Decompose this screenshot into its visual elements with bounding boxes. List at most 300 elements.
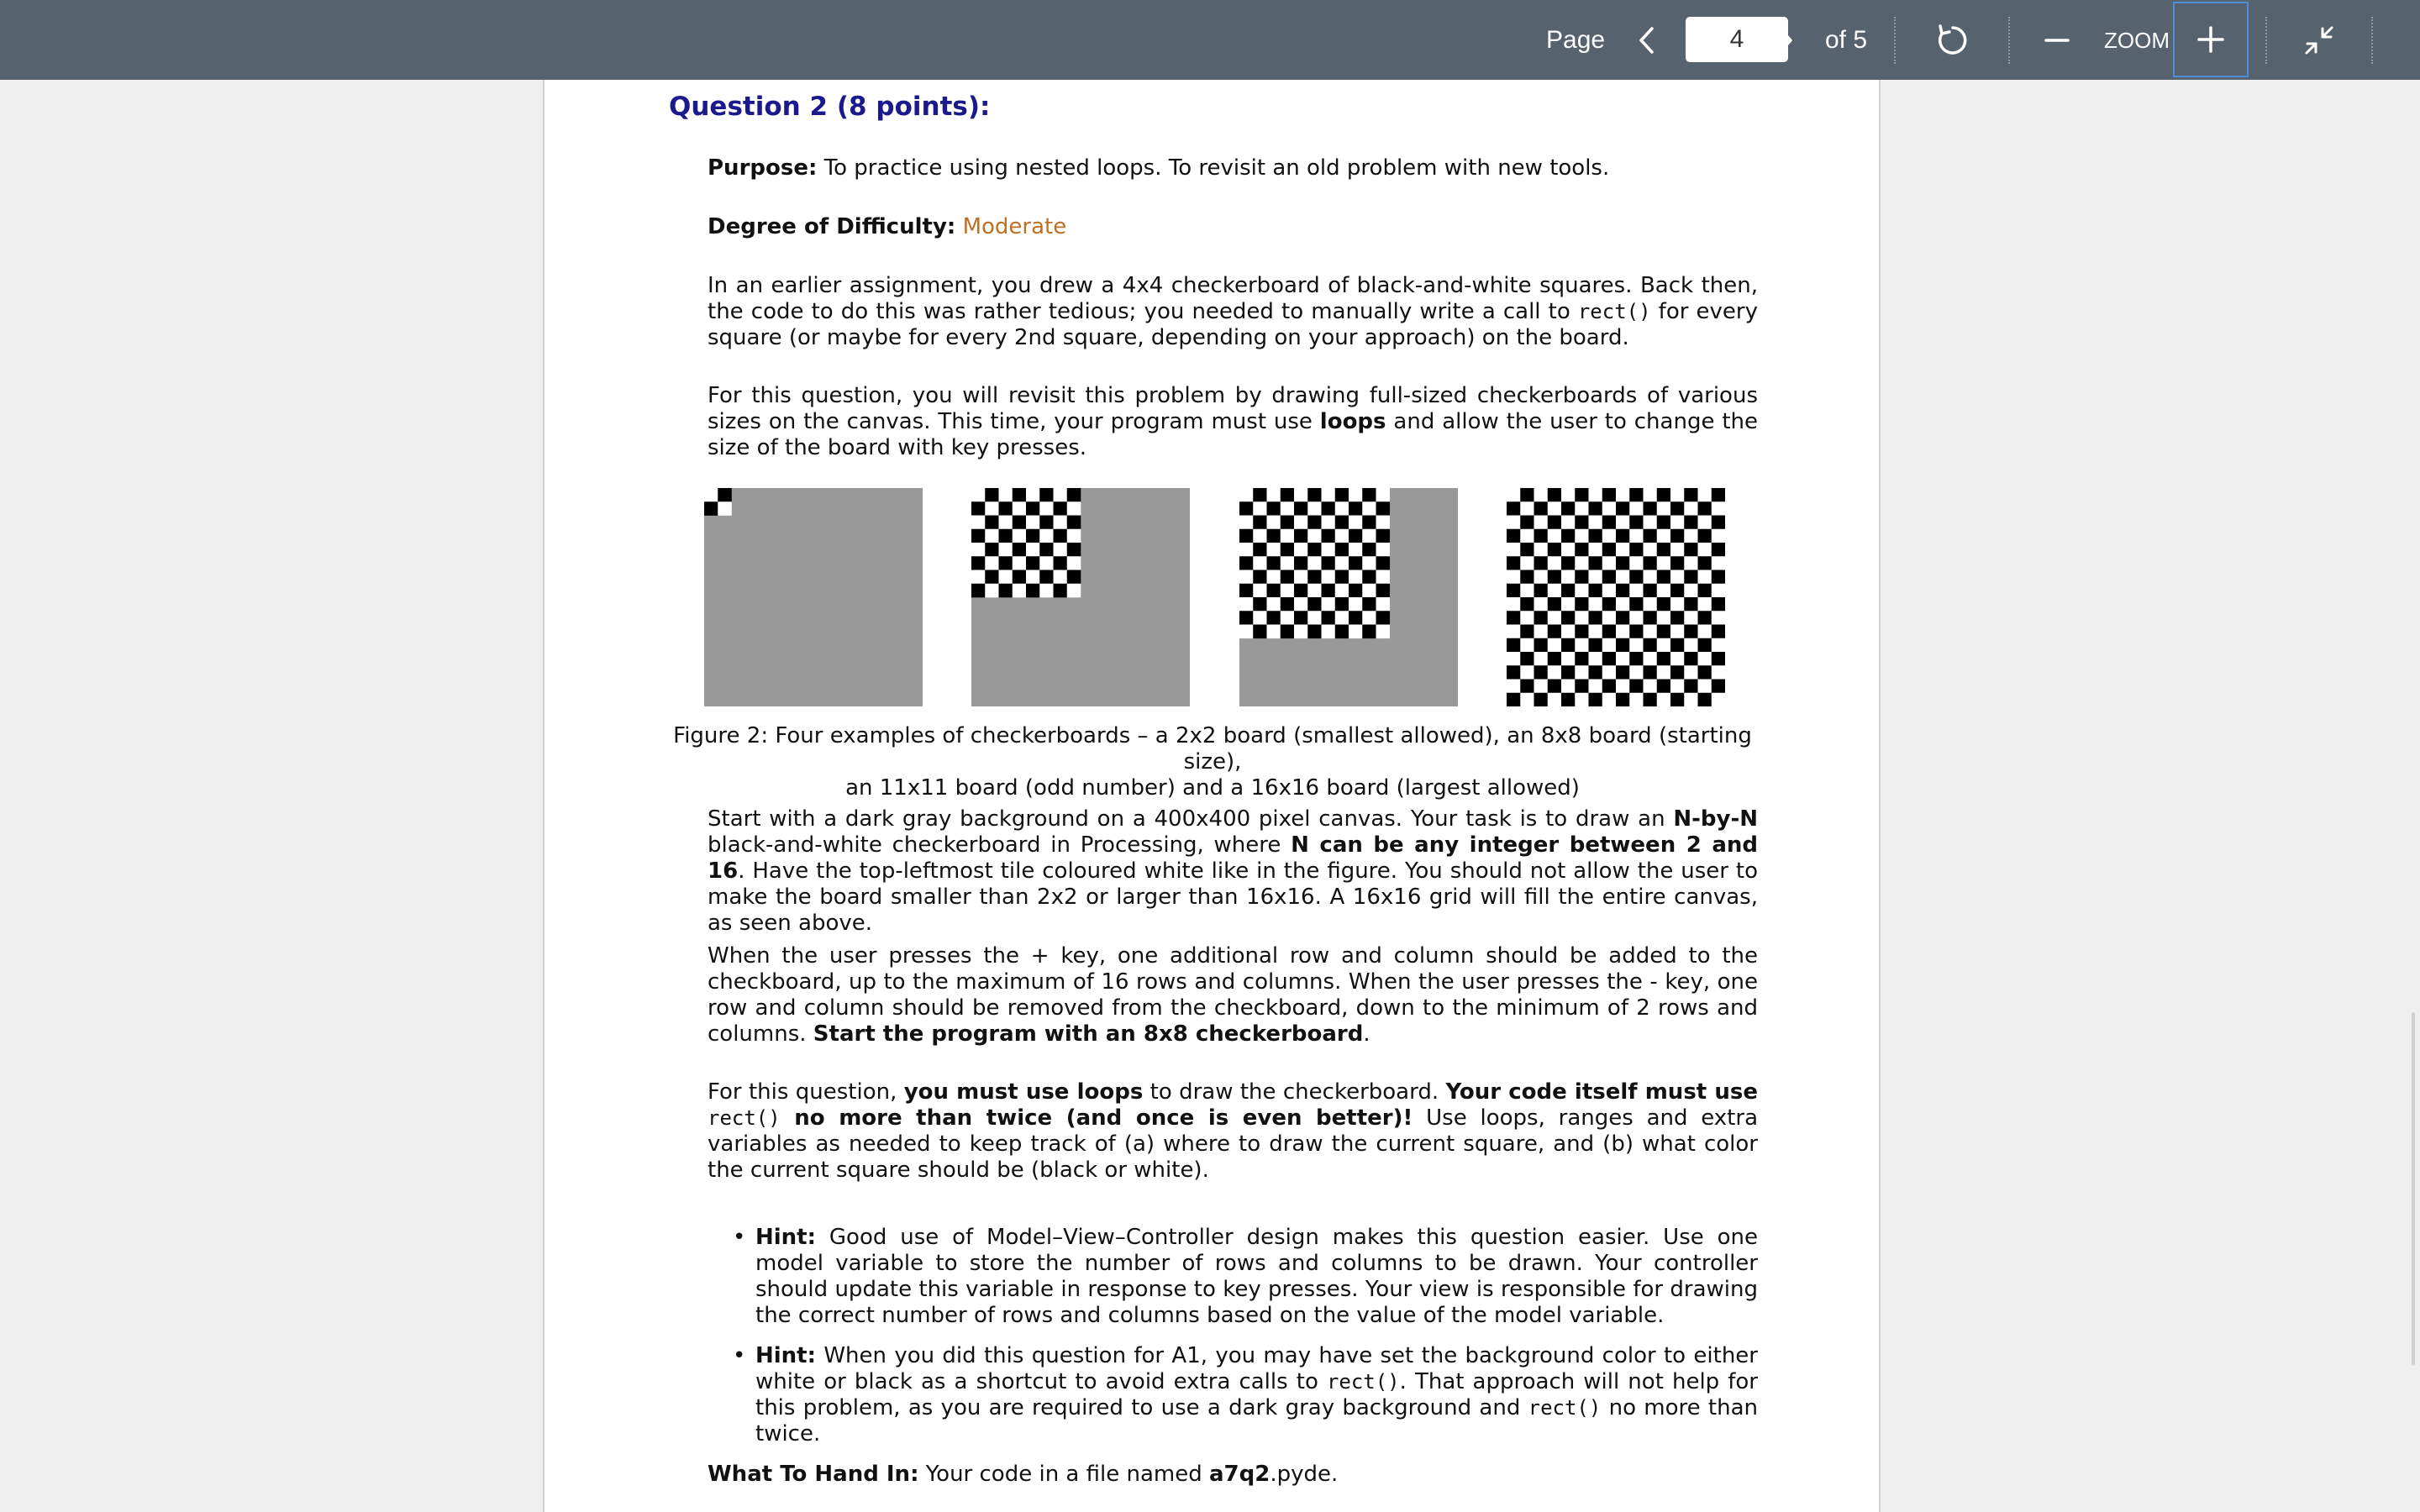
checker-square bbox=[1684, 516, 1698, 530]
checker-square bbox=[1520, 570, 1534, 585]
chevron-right-icon bbox=[1774, 26, 1796, 55]
checker-square bbox=[1548, 529, 1562, 543]
checker-square bbox=[1239, 570, 1254, 585]
checker-square bbox=[1644, 516, 1658, 530]
checker-square bbox=[971, 556, 986, 570]
checker-square bbox=[1267, 516, 1281, 530]
checker-square bbox=[1520, 625, 1534, 639]
checker-square bbox=[1684, 584, 1698, 598]
checker-square bbox=[1534, 597, 1549, 612]
checker-square bbox=[1026, 556, 1040, 570]
checker-square bbox=[1698, 652, 1712, 666]
checker-square bbox=[1054, 570, 1068, 585]
checker-square bbox=[1575, 488, 1589, 502]
checker-square bbox=[1335, 529, 1349, 543]
checker-square bbox=[1520, 501, 1534, 516]
purpose-paragraph bbox=[708, 155, 1758, 181]
checker-square bbox=[1067, 543, 1081, 557]
checker-square bbox=[1335, 611, 1349, 625]
previous-page-button[interactable] bbox=[1630, 24, 1664, 57]
checker-square bbox=[1281, 529, 1295, 543]
collapse-icon bbox=[2303, 24, 2335, 56]
checker-square bbox=[1281, 488, 1295, 502]
checker-square bbox=[1362, 570, 1376, 585]
checker-square bbox=[1644, 570, 1658, 585]
checker-square bbox=[1657, 556, 1671, 570]
checker-square bbox=[1575, 625, 1589, 639]
checker-square bbox=[1698, 611, 1712, 625]
checker-square bbox=[1629, 529, 1644, 543]
checker-square bbox=[985, 543, 999, 557]
checker-square bbox=[1362, 501, 1376, 516]
checker-square bbox=[1054, 501, 1068, 516]
checker-square bbox=[1575, 680, 1589, 694]
checker-square bbox=[1589, 584, 1603, 598]
checker-square bbox=[1602, 570, 1617, 585]
checker-square bbox=[1670, 665, 1685, 680]
checker-square bbox=[1644, 488, 1658, 502]
hint-text: no more than twice. bbox=[755, 1395, 1758, 1446]
checker-square bbox=[999, 488, 1013, 502]
checker-square bbox=[985, 584, 999, 598]
checker-square bbox=[1349, 584, 1363, 598]
checker-square bbox=[1507, 597, 1521, 612]
checker-square bbox=[1054, 488, 1068, 502]
checker-square bbox=[1561, 529, 1576, 543]
checker-square bbox=[1644, 556, 1658, 570]
checker-square bbox=[1670, 543, 1685, 557]
checker-square bbox=[1616, 488, 1630, 502]
checker-square bbox=[1684, 543, 1698, 557]
checker-square bbox=[1657, 638, 1671, 653]
checker-square bbox=[1534, 488, 1549, 502]
checker-square bbox=[1294, 570, 1308, 585]
checker-square bbox=[1335, 543, 1349, 557]
checker-square bbox=[1067, 529, 1081, 543]
checker-square bbox=[718, 488, 732, 502]
checker-square bbox=[1548, 584, 1562, 598]
checker-square bbox=[1520, 516, 1534, 530]
checker-square bbox=[1657, 584, 1671, 598]
checker-square bbox=[1039, 584, 1054, 598]
checker-square bbox=[1616, 543, 1630, 557]
checker-square bbox=[1267, 556, 1281, 570]
code-rect: rect() bbox=[1528, 1396, 1602, 1420]
checker-square bbox=[1335, 625, 1349, 639]
checker-square bbox=[1602, 611, 1617, 625]
checker-square bbox=[1507, 693, 1521, 706]
handin-text: Your code in a file named bbox=[918, 1462, 1209, 1487]
checker-square bbox=[1561, 680, 1576, 694]
checker-square bbox=[1589, 501, 1603, 516]
checker-square bbox=[1322, 570, 1336, 585]
checker-square bbox=[1039, 570, 1054, 585]
checker-square bbox=[1013, 501, 1027, 516]
checker-square bbox=[1575, 693, 1589, 706]
checker-square bbox=[1376, 584, 1391, 598]
checker-square bbox=[1670, 501, 1685, 516]
checker-square bbox=[1589, 529, 1603, 543]
checker-square bbox=[1054, 543, 1068, 557]
checker-square bbox=[1376, 516, 1391, 530]
bullet-icon: • bbox=[733, 1343, 746, 1368]
page-number-input[interactable]: 4 bbox=[1686, 17, 1788, 62]
checker-square bbox=[1376, 597, 1391, 612]
checker-square bbox=[1281, 556, 1295, 570]
checker-square bbox=[1039, 556, 1054, 570]
checker-square bbox=[1712, 529, 1725, 543]
checker-square bbox=[1267, 625, 1281, 639]
checker-square bbox=[1507, 516, 1521, 530]
checker-square bbox=[1322, 597, 1336, 612]
checker-square bbox=[1616, 529, 1630, 543]
checker-square bbox=[1507, 638, 1521, 653]
toolbar-divider bbox=[2265, 17, 2267, 64]
checker-square bbox=[1589, 570, 1603, 585]
checker-square bbox=[1294, 584, 1308, 598]
rotate-button[interactable] bbox=[1933, 20, 1973, 60]
checker-square bbox=[1670, 652, 1685, 666]
keys-paragraph bbox=[708, 943, 1758, 1047]
checker-square bbox=[1239, 625, 1254, 639]
checker-square bbox=[1561, 570, 1576, 585]
checker-square bbox=[1239, 543, 1254, 557]
checker-square bbox=[1698, 665, 1712, 680]
code-rect: rect() bbox=[708, 1106, 781, 1130]
checker-square bbox=[1322, 556, 1336, 570]
checker-square bbox=[1589, 488, 1603, 502]
checker-square bbox=[1561, 501, 1576, 516]
purpose-text: To practice using nested loops. To revisit an old problem with new tools. bbox=[817, 155, 1610, 181]
checker-square bbox=[1507, 543, 1521, 557]
checker-square bbox=[1253, 556, 1267, 570]
checker-square bbox=[1039, 529, 1054, 543]
checker-square bbox=[1657, 488, 1671, 502]
checker-square bbox=[1253, 516, 1267, 530]
checker-square bbox=[1644, 529, 1658, 543]
keys-bold: Start the program with an 8x8 checkerboard bbox=[813, 1021, 1364, 1047]
checker-square bbox=[1616, 625, 1630, 639]
hint-label: Hint: bbox=[755, 1225, 817, 1250]
checker-square bbox=[1335, 570, 1349, 585]
checker-square bbox=[1294, 556, 1308, 570]
checker-square bbox=[1644, 652, 1658, 666]
checker-square bbox=[1616, 584, 1630, 598]
checker-square bbox=[1307, 543, 1322, 557]
checker-square bbox=[1575, 570, 1589, 585]
checker-square bbox=[1307, 570, 1322, 585]
checker-square bbox=[1026, 488, 1040, 502]
checker-square bbox=[1507, 488, 1521, 502]
checker-square bbox=[1698, 516, 1712, 530]
zoom-out-button[interactable] bbox=[2040, 24, 2074, 57]
scrollbar[interactable] bbox=[2398, 80, 2420, 1512]
checker-square bbox=[1684, 680, 1698, 694]
checker-square bbox=[1670, 529, 1685, 543]
checker-square bbox=[999, 584, 1013, 598]
checker-square bbox=[1616, 680, 1630, 694]
checker-square bbox=[1534, 638, 1549, 653]
keys-text: When the user presses the + key, one additional row and column should be added to the checkboard, up to the maximum of 16 rows and columns. When the user presses the - key, one row and column should be removed from the checkboard, down to the minimum of 2 rows and columns. bbox=[708, 943, 1758, 1047]
hint-text: When you did this question for A1, you may have set the background color to either white or black as a shortcut to avoid extra calls to bbox=[755, 1343, 1758, 1394]
code-rect: rect() bbox=[1326, 1370, 1400, 1394]
checker-square bbox=[1534, 625, 1549, 639]
question-title: Question 2 (8 points): bbox=[669, 92, 991, 122]
checker-square bbox=[1602, 597, 1617, 612]
checker-square bbox=[1534, 652, 1549, 666]
checker-square bbox=[1267, 570, 1281, 585]
checker-square bbox=[1644, 680, 1658, 694]
hint-item bbox=[708, 1225, 1758, 1329]
checker-square bbox=[1644, 543, 1658, 557]
checker-square bbox=[985, 556, 999, 570]
checker-square bbox=[1267, 611, 1281, 625]
hint-label: Hint: bbox=[755, 1343, 817, 1368]
checker-square bbox=[1698, 584, 1712, 598]
checker-square bbox=[1548, 570, 1562, 585]
checker-square bbox=[1307, 516, 1322, 530]
checker-square bbox=[1684, 611, 1698, 625]
checker-square bbox=[1349, 597, 1363, 612]
checker-square bbox=[1534, 501, 1549, 516]
checker-square bbox=[1657, 501, 1671, 516]
checker-square bbox=[1239, 529, 1254, 543]
checker-square bbox=[1507, 556, 1521, 570]
total-pages-label: of 5 bbox=[1825, 26, 1868, 54]
checker-square bbox=[1267, 584, 1281, 598]
checker-square bbox=[1684, 556, 1698, 570]
scrollbar-thumb[interactable] bbox=[2412, 1012, 2415, 1365]
minus-icon bbox=[2044, 28, 2070, 53]
checker-square bbox=[1670, 611, 1685, 625]
checker-square bbox=[1602, 584, 1617, 598]
checker-square bbox=[1520, 680, 1534, 694]
checkerboard-8x8 bbox=[971, 488, 1190, 706]
checker-square bbox=[1239, 516, 1254, 530]
checker-square bbox=[1684, 625, 1698, 639]
checker-square bbox=[1534, 529, 1549, 543]
zoom-in-button[interactable] bbox=[2173, 2, 2249, 77]
checker-square bbox=[1629, 543, 1644, 557]
checker-square bbox=[1335, 556, 1349, 570]
checker-square bbox=[1684, 638, 1698, 653]
checker-square bbox=[1589, 665, 1603, 680]
checker-square bbox=[1712, 597, 1725, 612]
checker-square bbox=[1294, 529, 1308, 543]
checker-square bbox=[1712, 488, 1725, 502]
checker-square bbox=[1712, 570, 1725, 585]
checker-square bbox=[1349, 556, 1363, 570]
checker-square bbox=[1054, 584, 1068, 598]
handin-label: What To Hand In: bbox=[708, 1462, 919, 1487]
checker-square bbox=[999, 501, 1013, 516]
checker-square bbox=[1507, 652, 1521, 666]
checker-square bbox=[1616, 693, 1630, 706]
bullet-icon: • bbox=[733, 1225, 746, 1250]
checker-square bbox=[1507, 680, 1521, 694]
checker-square bbox=[999, 516, 1013, 530]
checker-square bbox=[1629, 516, 1644, 530]
checker-square bbox=[1698, 693, 1712, 706]
checker-square bbox=[704, 488, 718, 502]
checker-square bbox=[1307, 556, 1322, 570]
checker-square bbox=[1376, 529, 1391, 543]
checker-square bbox=[1376, 611, 1391, 625]
checker-square bbox=[1322, 611, 1336, 625]
checker-square bbox=[1657, 611, 1671, 625]
checker-square bbox=[1039, 501, 1054, 516]
checker-square bbox=[1322, 529, 1336, 543]
checker-square bbox=[1335, 584, 1349, 598]
checker-square bbox=[1698, 488, 1712, 502]
checker-square bbox=[1561, 556, 1576, 570]
checker-square bbox=[1644, 611, 1658, 625]
checker-square bbox=[1281, 625, 1295, 639]
checker-square bbox=[1267, 597, 1281, 612]
checker-square bbox=[1561, 597, 1576, 612]
checker-square bbox=[1670, 638, 1685, 653]
handin-paragraph bbox=[708, 1462, 1758, 1488]
checker-square bbox=[1548, 625, 1562, 639]
checker-square bbox=[1561, 652, 1576, 666]
checker-square bbox=[1281, 584, 1295, 598]
intro-text: In an earlier assignment, you drew a 4x4 checkerboard of black-and-white squares. Back then, the code to do this was rather tedious; you needed to manually write a call to bbox=[708, 273, 1758, 324]
checker-square bbox=[1644, 501, 1658, 516]
checker-square bbox=[1520, 543, 1534, 557]
checker-square bbox=[1589, 556, 1603, 570]
checker-square bbox=[1670, 597, 1685, 612]
checker-square bbox=[1253, 543, 1267, 557]
checker-square bbox=[1376, 625, 1391, 639]
checker-square bbox=[1013, 584, 1027, 598]
next-page-button[interactable] bbox=[1768, 24, 1802, 57]
checker-square bbox=[1349, 543, 1363, 557]
exit-fullscreen-button[interactable] bbox=[2301, 22, 2338, 59]
checker-square bbox=[1657, 665, 1671, 680]
checker-square bbox=[1548, 693, 1562, 706]
checker-square bbox=[1548, 611, 1562, 625]
checker-square bbox=[1548, 501, 1562, 516]
checker-square bbox=[1307, 501, 1322, 516]
checker-square bbox=[1684, 488, 1698, 502]
checker-square bbox=[1534, 543, 1549, 557]
checker-square bbox=[1616, 597, 1630, 612]
checker-square bbox=[1322, 584, 1336, 598]
checker-square bbox=[985, 570, 999, 585]
checker-square bbox=[1534, 611, 1549, 625]
checker-square bbox=[1362, 625, 1376, 639]
checker-square bbox=[1561, 584, 1576, 598]
checker-square bbox=[1561, 625, 1576, 639]
rotate-icon bbox=[1935, 23, 1970, 58]
checker-square bbox=[1376, 488, 1391, 502]
checker-square bbox=[1349, 529, 1363, 543]
checker-square bbox=[1589, 543, 1603, 557]
checker-square bbox=[1054, 516, 1068, 530]
checker-square bbox=[1684, 652, 1698, 666]
checker-square bbox=[1322, 501, 1336, 516]
checker-square bbox=[1712, 680, 1725, 694]
loops-paragraph bbox=[708, 1079, 1758, 1184]
checker-square bbox=[1698, 543, 1712, 557]
checker-square bbox=[971, 543, 986, 557]
handin-filename: a7q2 bbox=[1209, 1462, 1270, 1487]
checker-square bbox=[1602, 665, 1617, 680]
checker-square bbox=[1657, 543, 1671, 557]
checker-square bbox=[1507, 625, 1521, 639]
checker-square bbox=[1561, 693, 1576, 706]
checker-square bbox=[1054, 529, 1068, 543]
checker-square bbox=[1548, 638, 1562, 653]
checker-square bbox=[971, 529, 986, 543]
checker-square bbox=[1712, 638, 1725, 653]
checker-square bbox=[1507, 665, 1521, 680]
code-rect: rect() bbox=[1577, 300, 1651, 323]
checker-square bbox=[1602, 501, 1617, 516]
checker-square bbox=[1253, 488, 1267, 502]
checker-square bbox=[1239, 556, 1254, 570]
checker-square bbox=[1684, 501, 1698, 516]
checker-square bbox=[1362, 488, 1376, 502]
checker-square bbox=[1644, 693, 1658, 706]
checker-square bbox=[971, 501, 986, 516]
checker-square bbox=[1589, 693, 1603, 706]
checker-square bbox=[1670, 556, 1685, 570]
checker-square bbox=[1067, 584, 1081, 598]
checker-square bbox=[1253, 501, 1267, 516]
checker-square bbox=[1698, 529, 1712, 543]
checker-square bbox=[1616, 652, 1630, 666]
keys-text-end: . bbox=[1363, 1021, 1370, 1047]
checker-square bbox=[1657, 652, 1671, 666]
checker-square bbox=[1239, 501, 1254, 516]
intro-text-end: for every square (or maybe for every 2nd square, depending on your approach) on the board. bbox=[708, 299, 1758, 350]
checker-square bbox=[1575, 584, 1589, 598]
checker-square bbox=[1657, 529, 1671, 543]
checker-square bbox=[1322, 516, 1336, 530]
checker-square bbox=[1534, 516, 1549, 530]
checker-square bbox=[1067, 501, 1081, 516]
checker-square bbox=[1602, 625, 1617, 639]
checker-square bbox=[1712, 611, 1725, 625]
checker-square bbox=[1657, 597, 1671, 612]
checker-square bbox=[1575, 529, 1589, 543]
checker-square bbox=[1013, 543, 1027, 557]
checker-square bbox=[1307, 529, 1322, 543]
checker-square bbox=[1561, 638, 1576, 653]
checker-square bbox=[1054, 556, 1068, 570]
checker-square bbox=[1589, 625, 1603, 639]
checker-square bbox=[1013, 529, 1027, 543]
checker-square bbox=[1629, 652, 1644, 666]
checker-square bbox=[1307, 625, 1322, 639]
task-text: For this question, you will revisit this problem by drawing full-sized checkerboards of various sizes on the canvas. This time, your program must use bbox=[708, 383, 1758, 434]
checker-square bbox=[1362, 543, 1376, 557]
checker-square bbox=[1698, 556, 1712, 570]
checker-square bbox=[1349, 570, 1363, 585]
checker-square bbox=[1548, 680, 1562, 694]
checker-square bbox=[1349, 611, 1363, 625]
checker-square bbox=[1294, 625, 1308, 639]
checker-square bbox=[1548, 516, 1562, 530]
checker-square bbox=[1362, 597, 1376, 612]
checker-square bbox=[1712, 556, 1725, 570]
checker-square bbox=[985, 516, 999, 530]
checker-square bbox=[1616, 501, 1630, 516]
checker-square bbox=[1349, 625, 1363, 639]
checker-square bbox=[1267, 501, 1281, 516]
checker-square bbox=[1589, 597, 1603, 612]
